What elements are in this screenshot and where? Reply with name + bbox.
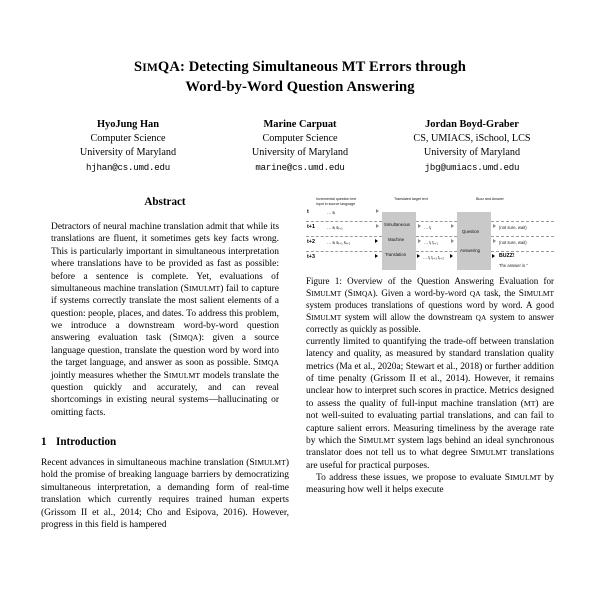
arrow-from-smt-4 [417,254,420,258]
arrow-to-qa-2 [451,224,454,228]
arrow-to-qa-4 [450,254,453,258]
source-tokens-row-2: … sᵢ sᵢ₊₁ [327,225,343,230]
figure-caption-text: Overview of the Question Answering Evaluation for SIMULMT (SIMQA). Given a word-by-word QA task, the SIMULMT system produces translations of questions word by word. A good SIMULMT system will allow the downstream QA system to answer correctly as quickly as possible. [306,276,554,335]
row-divider [306,251,382,252]
buzz-label: BUZZ! [499,253,515,259]
target-tokens-row-3: … tⱼ tⱼ₊₁ [424,240,438,245]
smt-box-line-3: Translation [385,252,407,257]
author-department: Computer Science [262,133,338,145]
author-affiliation: University of Maryland [251,147,349,159]
abstract-heading: Abstract [144,196,186,208]
header-target-text: Translated target text [394,197,428,201]
target-tokens-row-2: … tⱼ [424,225,432,230]
row-divider [491,236,554,237]
timestep-label-t3: t+3 [307,254,315,260]
title-line-2: Word-by-Word Question Answering [185,78,415,95]
author-block-3 [386,118,558,175]
right-column [306,196,554,600]
qa-box-line-2: Answering [460,248,481,253]
author-list [0,118,600,175]
row-divider [416,236,457,237]
answer-row-2: (not sure, wait) [499,225,527,230]
row-divider [491,221,554,222]
qa-box-line-1: Question [462,229,480,234]
header-source-line2: input in source language [316,202,356,206]
section-title: Introduction [56,436,117,448]
source-tokens-row-3: … sᵢ sᵢ₊₁ sᵢ₊₂ [327,240,351,245]
right-column-paragraph-1: currently limited to quantifying the trade-off between translation latency and quality, as measured by standard translation quality metrics (Ma et al., 2020a; Stewart et al., 2018) or further addition of time penalty (Grissom II et al., 2014). However, it remains unclear how to interpret such scores in practice. Metrics designed to assess the quality of full-input machine translation (MT) are not well-suited to evaluating partial translations, and can fail to capture salient errors. Measuring timeliness by the average rate by which the SIMULMT system lags behind an ideal synchronous translator does not tell us to what degree SIMULMT translations are useful for practical purposes. [306,336,554,471]
answer-row-3: (not sure, wait) [499,240,527,245]
source-tokens-row-1: … sᵢ [327,210,336,215]
arrow-to-qa-3 [451,239,454,243]
arrow-from-smt-3 [418,239,421,243]
question-answering-box [457,212,491,270]
author-block-2 [214,118,386,175]
arrow-to-smt-1 [376,209,379,213]
arrow-from-smt-2 [418,224,421,228]
author-affiliation: University of Maryland [423,147,521,159]
row-divider [416,251,457,252]
target-tokens-row-4: … tⱼ tⱼ₊₁ tⱼ₊₂ [423,255,444,260]
smt-box-line-1: Simultaneous [384,222,411,227]
figure-canvas [306,196,554,270]
title-block [0,0,600,97]
abstract-body [51,221,279,419]
timestep-label-t2: t+2 [307,239,315,245]
figure-caption-prefix: Figure 1: [306,276,342,286]
arrow-to-answer-3 [493,239,496,243]
row-divider [491,251,554,252]
author-department: CS, UMIACS, iSchool, LCS [413,133,531,145]
title-line-1: QA: Detecting Simultaneous MT Errors through [157,59,466,75]
author-email[interactable]: marine@cs.umd.edu [255,161,345,173]
smt-box-line-2: Machine [388,237,405,242]
introduction-heading [41,436,289,448]
author-email[interactable]: jbg@umiacs.umd.edu [424,161,520,173]
arrow-to-smt-3 [375,239,378,243]
page-title [70,58,530,97]
row-divider [306,221,382,222]
title-simqa-s: S [134,59,143,75]
author-email[interactable]: hjhan@cs.umd.edu [85,161,171,173]
timestep-label-t: t [307,209,309,215]
introduction-paragraph: Recent advances in simultaneous machine translation (SIMULMT) hold the promise of breaking language barriers by democratizing simultaneous interpretation, a demanding form of real-time translation which currently requires trained human experts (Grissom II et al., 2014; Cho and Esipova, 2016). However, progress in this field is hampered [41,458,289,530]
body-columns [0,196,600,600]
author-name: Jordan Boyd-Graber [425,119,519,130]
header-buzz-answer: Buzz and Answer [476,197,504,201]
header-source-line1: Incremental question text [316,197,357,201]
right-column-paragraph-2: To address these issues, we propose to evaluate SIMULMT by measuring how well it helps execute [306,473,554,496]
author-block-1 [42,118,214,175]
arrow-to-smt-4 [375,254,378,258]
abstract-paragraph: Detractors of neural machine translation admit that while its translations are fluent, it sometimes gets key facts wrong. This is particularly important in simultaneous interpretation where translations have to be provided as fast as possible: before a sentence is complete. Yet, evaluations of simultaneous machine translation (SIMULMT) fail to capture if systems correctly translate the most salient elements of a question: people, places, and dates. To address this problem, we introduce a downstream word-by-word question answering evaluation task (SIMQA): given a source language question, translate the question word by word into the target language, and answer as soon as possible. SIMQA jointly measures whether the SIMULMT models translate the question quickly and accurately, and can reveal shortcomings in existing neural systems—hallucinating or omitting facts. [51,222,279,418]
timestep-label-t1: t+1 [307,224,315,230]
author-name: HyoJung Han [96,119,160,130]
figure-1-diagram [306,196,554,270]
arrow-to-answer-2 [493,224,496,228]
author-name: Marine Carpuat [263,119,337,130]
author-affiliation: University of Maryland [79,147,177,159]
arrow-to-answer-4 [492,254,495,258]
row-divider [416,221,457,222]
final-answer-text: The answer is ‘’ [499,263,529,268]
arrow-to-smt-2 [376,224,379,228]
left-column [41,196,289,600]
row-divider [306,236,382,237]
title-simqa-im: IM [142,61,158,74]
author-department: Computer Science [90,133,166,145]
figure-1-caption [306,276,554,336]
section-number: 1 [41,436,47,448]
